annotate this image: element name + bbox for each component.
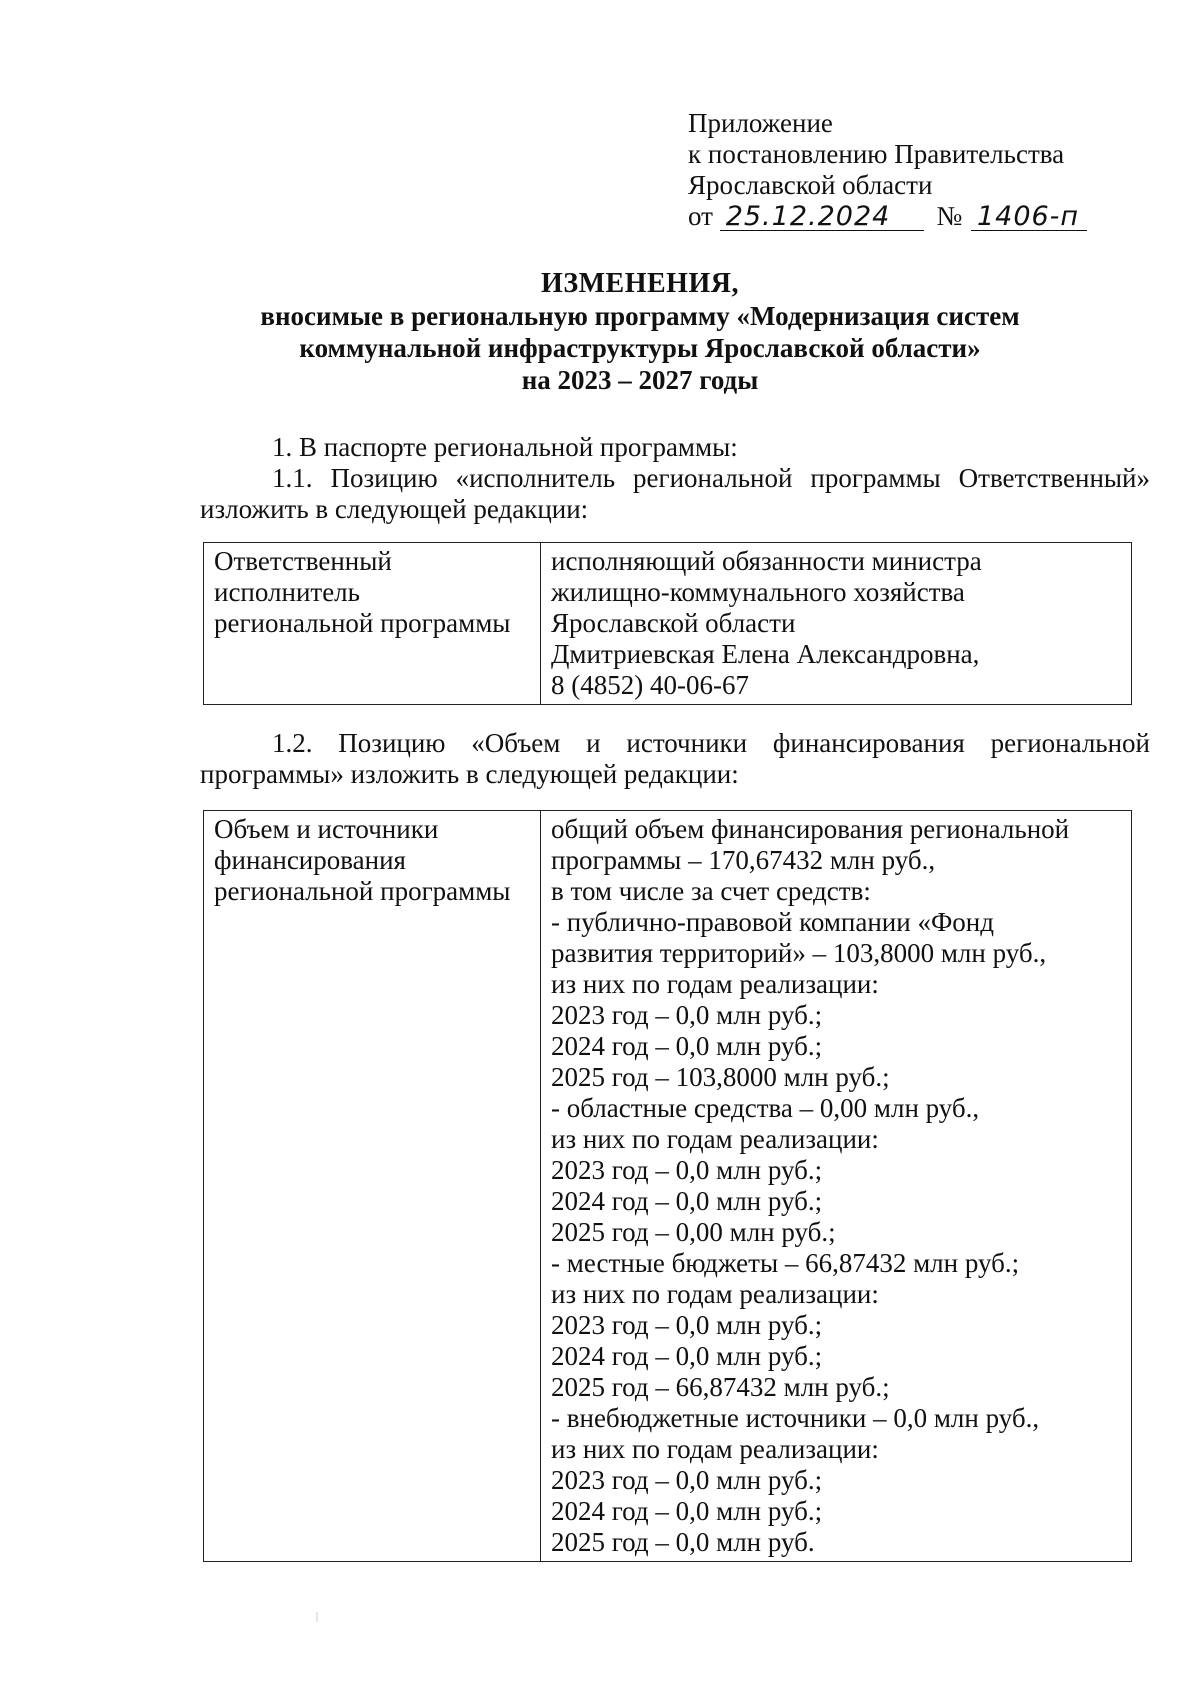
section-1-1-line-1: 1.1. Позицию «исполнитель региональной программы Ответственный» <box>272 463 1150 493</box>
table1-left-line: исполнитель <box>214 577 360 607</box>
table1-right-line: Дмитриевская Елена Александровна, <box>551 639 980 669</box>
number-label: № <box>936 201 963 231</box>
financing-line: 2024 год – 0,0 млн руб.; <box>551 1341 823 1371</box>
responsible-executor-table <box>203 542 1132 705</box>
financing-line: 2023 год – 0,0 млн руб.; <box>551 1000 823 1030</box>
from-label: от <box>688 201 713 231</box>
document-title <box>200 268 1080 396</box>
table1-left-cell <box>204 543 541 705</box>
financing-line: из них по годам реализации: <box>551 1279 879 1309</box>
section-1-1-line-2: изложить в следующей редакции: <box>200 494 589 524</box>
handwritten-date: 25.12.2024 <box>720 204 924 231</box>
financing-line: в том числе за счет средств: <box>551 876 871 906</box>
financing-line: 2024 год – 0,0 млн руб.; <box>551 1186 823 1216</box>
appendix-line-region: Ярославской области <box>688 170 933 200</box>
financing-line: общий объем финансирования региональной <box>551 814 1070 844</box>
section-1-2-text <box>200 728 1150 790</box>
section-1-2-line-2: программы» изложить в следующей редакции: <box>200 759 739 789</box>
section-1-1-text <box>200 463 1150 525</box>
financing-line: 2025 год – 66,87432 млн руб.; <box>551 1372 890 1402</box>
title-line-3: коммунальной инфраструктуры Ярославской области» <box>299 333 981 363</box>
table1-right-line: исполняющий обязанности министра <box>551 546 982 576</box>
table2-left-line: региональной программы <box>214 876 511 906</box>
appendix-line-title: Приложение <box>688 108 833 138</box>
financing-line: - публично-правовой компании «Фонд <box>551 907 994 937</box>
financing-line: развития территорий» – 103,8000 млн руб., <box>551 938 1047 968</box>
title-line-2: вносимые в региональную программу «Модернизация систем <box>260 301 1020 331</box>
financing-line: - внебюджетные источники – 0,0 млн руб., <box>551 1403 1040 1433</box>
table2-right-cell <box>541 811 1132 1562</box>
financing-line: 2024 год – 0,0 млн руб.; <box>551 1031 823 1061</box>
section-1-2-line-1: 1.2. Позицию «Объем и источники финансирования региональной <box>272 728 1150 758</box>
financing-line: - местные бюджеты – 66,87432 млн руб.; <box>551 1248 1020 1278</box>
title-line-4: на 2023 – 2027 годы <box>521 365 759 395</box>
table2-left-cell <box>204 811 541 1562</box>
table1-right-line: Ярославской области <box>551 608 796 638</box>
financing-line: 2023 год – 0,0 млн руб.; <box>551 1465 823 1495</box>
handwritten-number: 1406-п <box>971 204 1087 231</box>
financing-line: из них по годам реализации: <box>551 1124 879 1154</box>
financing-line: - областные средства – 0,00 млн руб., <box>551 1093 980 1123</box>
financing-line: из них по годам реализации: <box>551 969 879 999</box>
table1-right-cell <box>541 543 1132 705</box>
table1-right-line: жилищно-коммунального хозяйства <box>551 577 965 607</box>
table-row <box>204 543 1132 705</box>
section-1-heading: 1. В паспорте региональной программы: <box>272 432 738 462</box>
financing-line: 2025 год – 0,0 млн руб. <box>551 1527 815 1557</box>
table2-left-line: финансирования <box>214 845 406 875</box>
table2-left-line: Объем и источники <box>214 814 439 844</box>
financing-line: 2023 год – 0,0 млн руб.; <box>551 1155 823 1185</box>
table1-left-line: региональной программы <box>214 608 511 638</box>
table-row <box>204 811 1132 1562</box>
scan-artifact <box>316 1612 318 1622</box>
financing-line: 2025 год – 103,8000 млн руб.; <box>551 1062 890 1092</box>
financing-table <box>203 810 1132 1562</box>
financing-line: 2024 год – 0,0 млн руб.; <box>551 1496 823 1526</box>
financing-line: из них по годам реализации: <box>551 1434 879 1464</box>
title-main: ИЗМЕНЕНИЯ, <box>541 268 739 299</box>
appendix-line-resolution: к постановлению Правительства <box>688 139 1065 169</box>
table1-right-line: 8 (4852) 40-06-67 <box>551 670 749 700</box>
financing-line: 2023 год – 0,0 млн руб.; <box>551 1310 823 1340</box>
appendix-line-date-number <box>688 201 1168 232</box>
financing-line: программы – 170,67432 млн руб., <box>551 845 936 875</box>
financing-line: 2025 год – 0,00 млн руб.; <box>551 1217 836 1247</box>
table1-left-line: Ответственный <box>214 546 392 576</box>
appendix-note <box>688 108 1168 232</box>
